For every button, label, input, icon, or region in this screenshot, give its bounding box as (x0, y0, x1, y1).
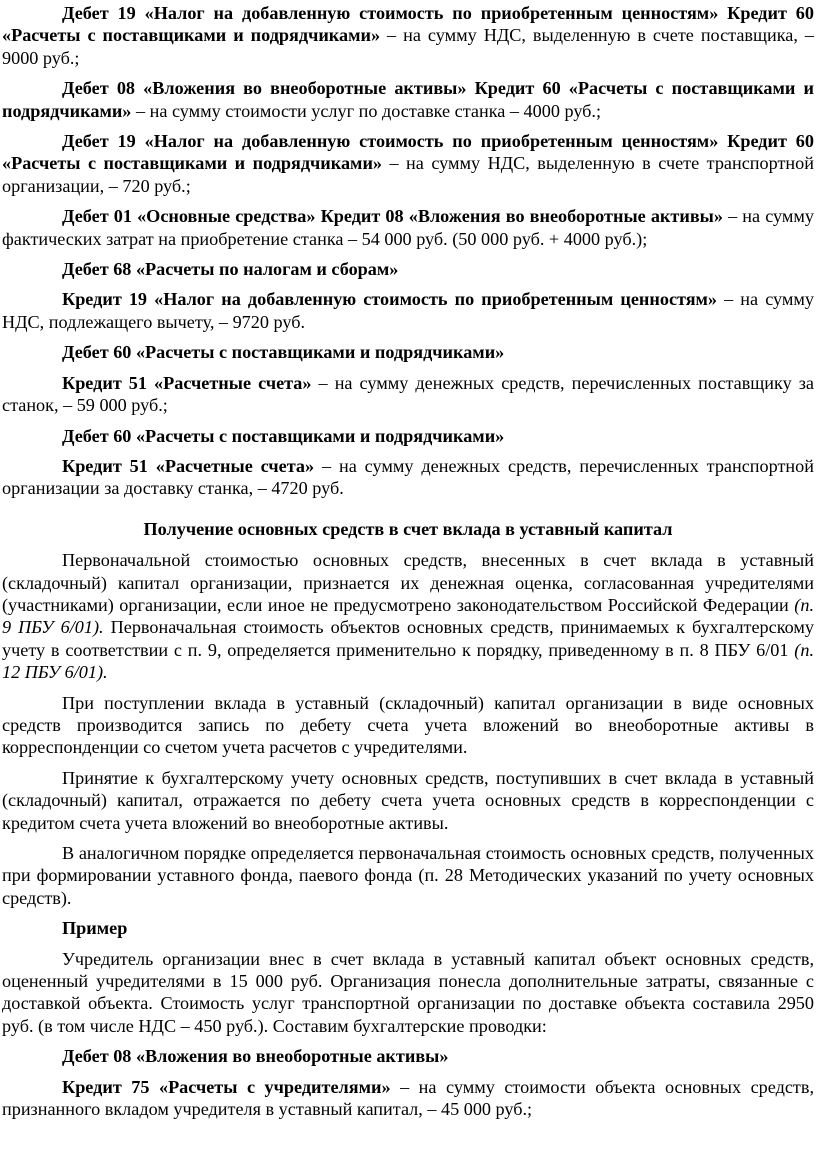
entry-paragraph (2, 372, 814, 417)
entry-description: – на сумму НДС, выделенную в счете транспортной организации, – 720 руб.; (2, 153, 814, 196)
entry-paragraph (2, 1045, 814, 1067)
legal-reference: (п. 9 ПБУ 6/01). (2, 594, 814, 638)
entry-description: – на сумму денежных средств, перечисленных поставщику за станок, – 59 000 руб.; (2, 372, 814, 416)
entry-paragraph (2, 258, 814, 280)
body-paragraph: Учредитель организации внес в счет вклада в уставный капитал объект основных средств, оцененный учредителями в 15 000 руб. Организация понесла дополнительные затраты, связанные с доставкой объекта. Стоимость услуг транспортной организации по доставке объекта составила 2950 руб. (в том числе НДС – 450 руб.). Составим бухгалтерские проводки: (2, 948, 814, 1036)
entry-description: – на сумму НДС, подлежащего вычету, – 9720 руб. (2, 289, 814, 332)
entry-accounts: Дебет 01 «Основные средства» Кредит 08 «Вложения во внеоборотные активы» (62, 206, 723, 227)
body-text: Первоначальной стоимостью основных средств, внесенных в счет вклада в уставный (складочный) капитал организации, признается их денежная оценка, согласованная учредителями (участниками) организации, если иное не предусмотрено законодательством Российской Федерации (2, 550, 814, 615)
entry-description: – на сумму денежных средств, перечисленных транспортной организации за доставку станка, – 4720 руб. (2, 455, 814, 499)
entry-description: – на сумму стоимости объекта основных средств, признанного вкладом учредителя в уставный капитал, – 45 000 руб.; (2, 1076, 814, 1120)
body-text: Первоначальная стоимость объектов основных средств, принимаемых к бухгалтерскому учету в соответствии с п. 9, определяется применительно к порядку, приведенному в п. 8 ПБУ 6/01 (2, 617, 814, 660)
entry-paragraph (2, 455, 814, 500)
entry-paragraph (2, 425, 814, 447)
entry-accounts: Кредит 51 «Расчетные счета» (62, 372, 312, 393)
entry-accounts: Дебет 60 «Расчеты с поставщиками и подрядчиками» (62, 425, 505, 446)
entry-paragraph (2, 341, 814, 363)
entry-paragraph (2, 288, 814, 333)
body-paragraph (2, 549, 814, 683)
body-paragraph: В аналогичном порядке определяется первоначальная стоимость основных средств, полученных при формировании уставного фонда, паевого фонда (п. 28 Методических указаний по учету основных средств). (2, 843, 814, 908)
example-label: Пример (62, 918, 128, 939)
body-paragraph: Принятие к бухгалтерскому учету основных средств, поступивших в счет вклада в уставный (складочный) капитал, отражается по дебету счета учета основных средств в корреспонденции с кредитом счета учета вложений во внеоборотные активы. (2, 767, 814, 833)
entry-accounts: Кредит 19 «Налог на добавленную стоимость по приобретенным ценностям» (62, 289, 718, 310)
entry-accounts: Дебет 19 «Налог на добавленную стоимость по приобретенным ценностям» Кредит 60 «Расчеты с поставщиками и подрядчиками» (2, 3, 814, 46)
entry-description: – на сумму стоимости услуг по доставке станка – 4000 руб.; (131, 100, 602, 121)
entry-paragraph (2, 77, 814, 122)
entry-accounts: Дебет 19 «Налог на добавленную стоимость по приобретенным ценностям» Кредит 60 «Расчеты с поставщиками и подрядчиками» (2, 131, 814, 174)
section-heading: Получение основных средств в счет вклада в уставный капитал (143, 518, 673, 539)
entry-accounts: Кредит 51 «Расчетные счета» (62, 455, 315, 476)
entry-accounts: Дебет 08 «Вложения во внеоборотные активы» Кредит 60 «Расчеты с поставщиками и подрядчиками» (2, 78, 814, 121)
entry-accounts: Дебет 60 «Расчеты с поставщиками и подрядчиками» (62, 342, 505, 363)
body-paragraph: При поступлении вклада в уставный (складочный) капитал организации в виде основных средств производится запись по дебету счета учета вложений во внеоборотные активы в корреспонденции со счетом учета расчетов с учредителями. (2, 692, 814, 758)
entry-paragraph (2, 1076, 814, 1121)
entry-accounts: Дебет 68 «Расчеты по налогам и сборам» (62, 259, 399, 280)
legal-reference: (п. 12 ПБУ 6/01). (2, 639, 814, 683)
entry-paragraph (2, 2, 814, 69)
entry-accounts: Кредит 75 «Расчеты с учредителями» (62, 1076, 391, 1097)
entry-description: – на сумму фактических затрат на приобретение станка – 54 000 руб. (50 000 руб. + 4000 руб.); (2, 206, 815, 249)
entry-accounts: Дебет 08 «Вложения во внеоборотные активы» (62, 1046, 449, 1067)
entry-description: – на сумму НДС, выделенную в счете поставщика, – 9000 руб.; (2, 25, 815, 68)
entry-paragraph (2, 205, 814, 250)
entry-paragraph (2, 130, 814, 197)
